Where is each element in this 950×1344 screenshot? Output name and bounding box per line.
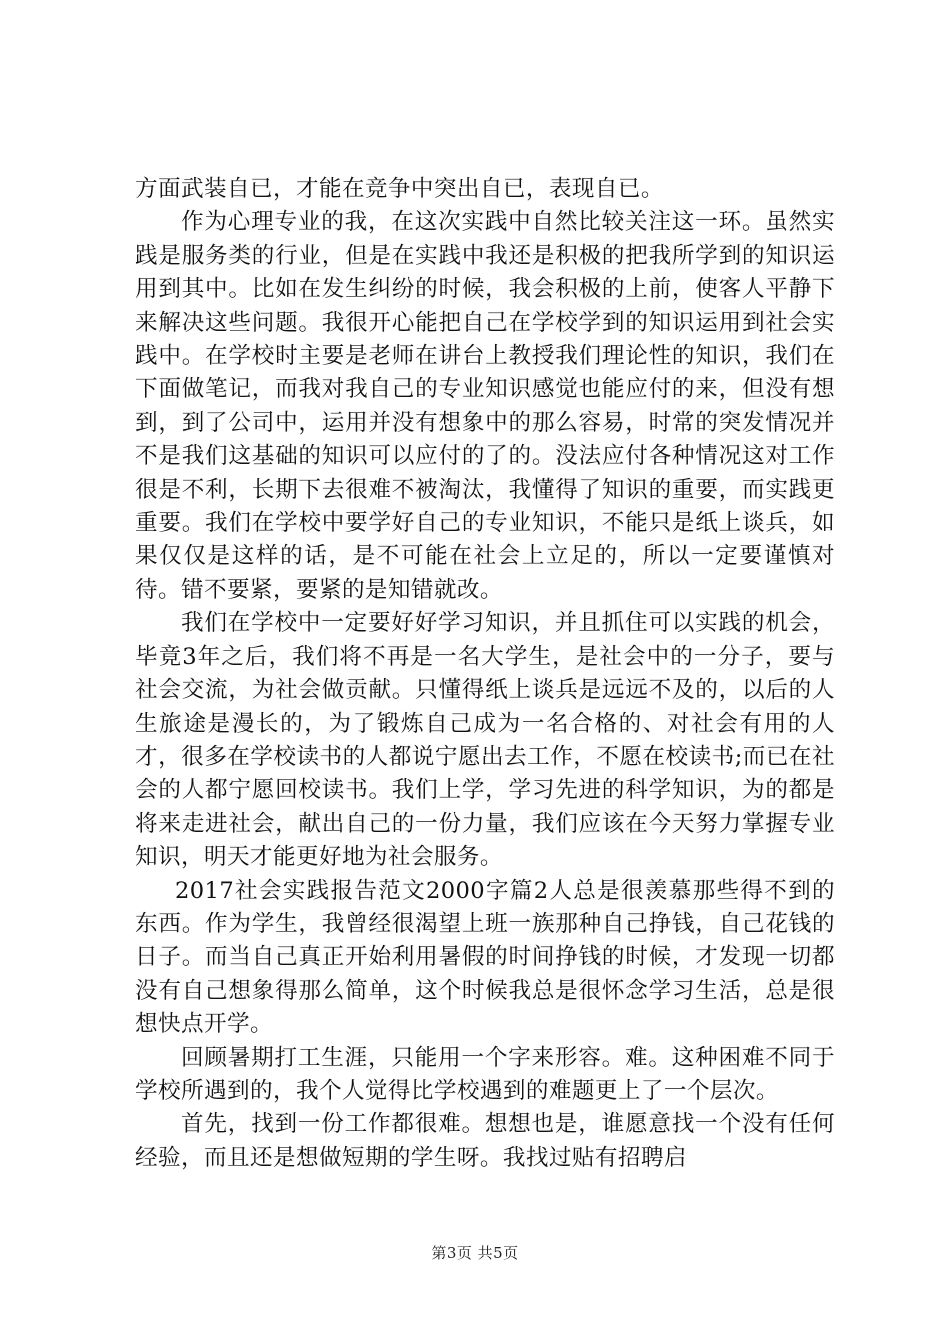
paragraph-6: 首先，找到一份工作都很难。想想也是，谁愿意找一个没有任何经验，而且还是想做短期的学生呀。我找过贴有招聘启 (135, 1111, 835, 1171)
paragraph-5: 回顾暑期打工生涯，只能用一个字来形容。难。这种困难不同于学校所遇到的，我个人觉得比学校遇到的难题更上了一个层次。 (135, 1044, 835, 1104)
document-body (135, 173, 835, 1175)
paragraph-1: 方面武装自已，才能在竞争中突出自已，表现自已。 (135, 176, 664, 202)
paragraph-4: 2017社会实践报告范文2000字篇2人总是很羡慕那些得不到的东西。作为学生，我曾经很渴望上班一族那种自己挣钱，自己花钱的日子。而当自己真正开始利用暑假的时间挣钱的时候，才发现一切都没有自己想象得那么简单，这个时候我总是很怀念学习生活，总是很想快点开学。 (135, 877, 835, 1038)
paragraph-2: 作为心理专业的我，在这次实践中自然比较关注这一环。虽然实践是服务类的行业，但是在实践中我还是积极的把我所学到的知识运用到其中。比如在发生纠纷的时候，我会积极的上前，使客人平静下来解决这些问题。我很开心能把自己在学校学到的知识运用到社会实践中。在学校时主要是老师在讲台上教授我们理论性的知识，我们在下面做笔记，而我对我自己的专业知识感觉也能应付的来，但没有想到，到了公司中，运用并没有想象中的那么容易，时常的突发情况并不是我们这基础的知识可以应付的了的。没法应付各种情况这对工作很是不利，长期下去很难不被淘汰，我懂得了知识的重要，而实践更重要。我们在学校中要学好自己的专业知识，不能只是纸上谈兵，如果仅仅是这样的话，是不可能在社会上立足的，所以一定要谨慎对待。错不要紧，要紧的是知错就改。 (135, 209, 835, 603)
page-number-footer: 第3页 共5页 (431, 1244, 519, 1262)
paragraph-3: 我们在学校中一定要好好学习知识，并且抓住可以实践的机会，毕竟3年之后，我们将不再是一名大学生，是社会中的一分子，要与社会交流，为社会做贡献。只懂得纸上谈兵是远远不及的，以后的人生旅途是漫长的，为了锻炼自己成为一名合格的、对社会有用的人才，很多在学校读书的人都说宁愿出去工作，不愿在校读书;而已在社会的人都宁愿回校读书。我们上学，学习先进的科学知识，为的都是将来走进社会，献出自己的一份力量，我们应该在今天努力掌握专业知识，明天才能更好地为社会服务。 (135, 610, 835, 871)
